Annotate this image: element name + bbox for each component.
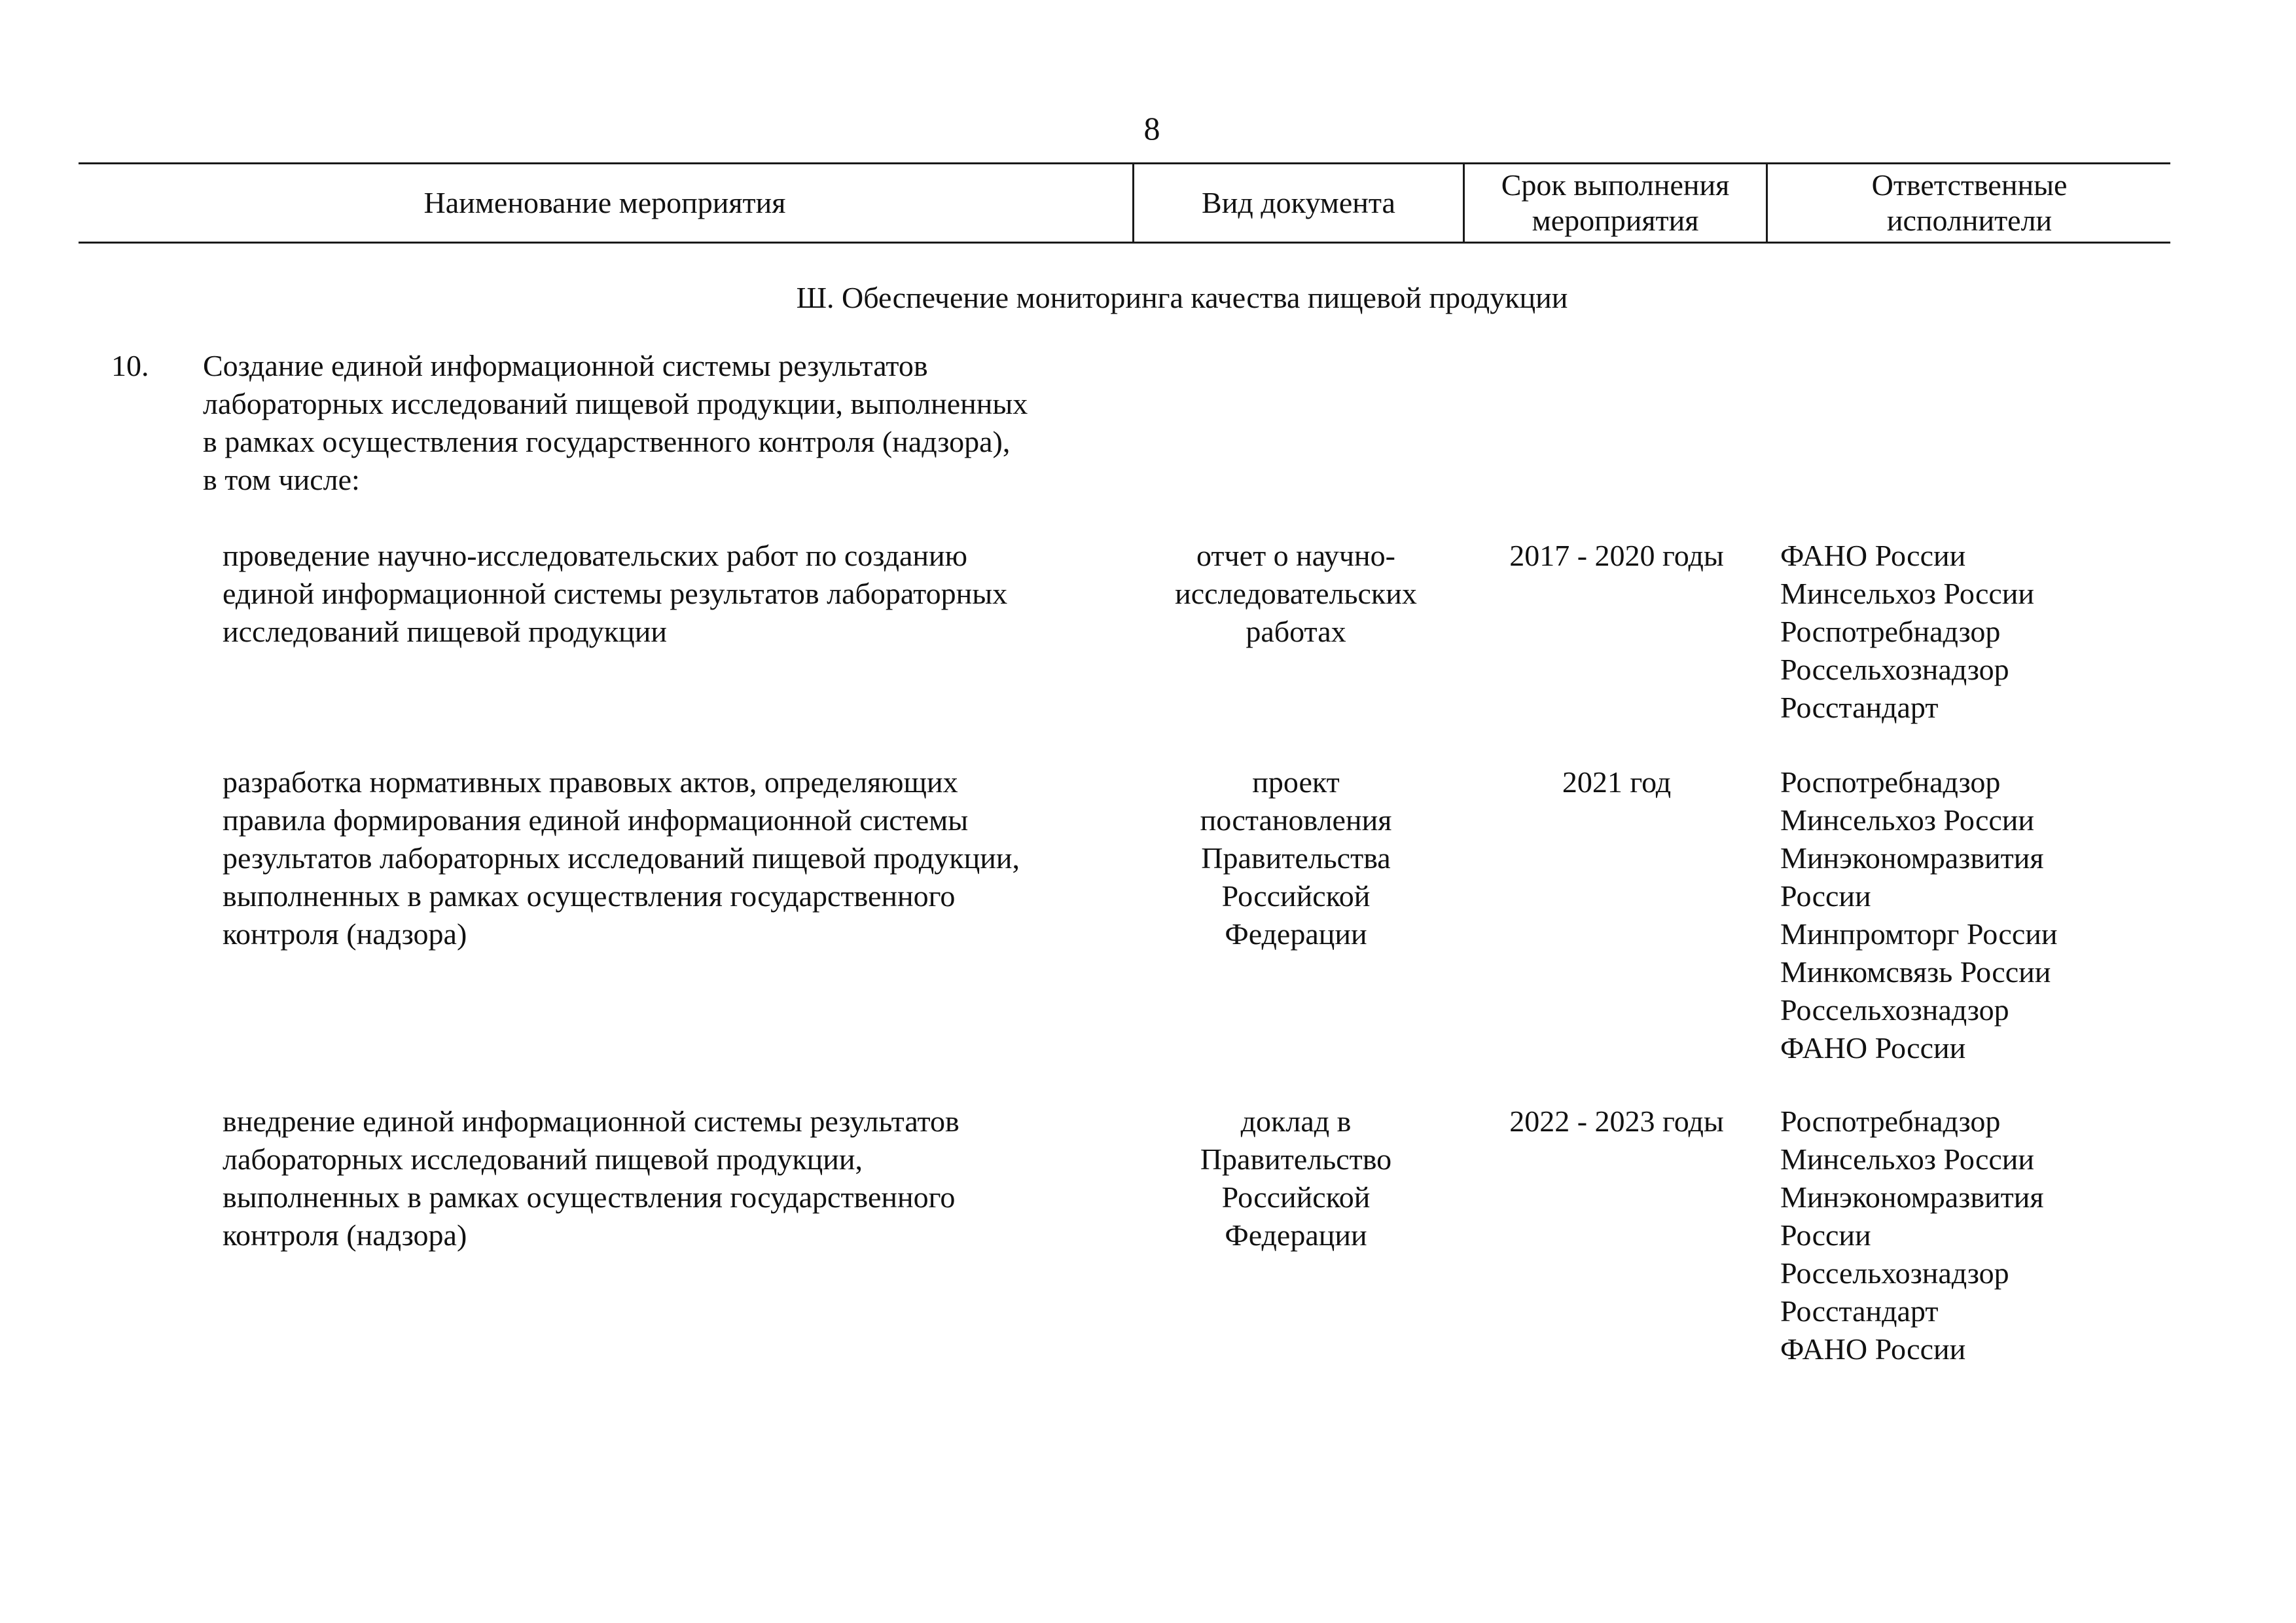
header-col-resp bbox=[1766, 164, 2171, 242]
row-term: 2017 - 2020 годы bbox=[1509, 539, 1724, 572]
header-col-doc bbox=[1132, 164, 1463, 242]
row-resp-line: Роспотребнадзор bbox=[1780, 1104, 2001, 1138]
row-name-line: правила формирования единой информационной системы bbox=[223, 803, 969, 837]
row-name-line: проведение научно-исследовательских работ по созданию bbox=[223, 539, 968, 572]
row-resp-line: Россельхознадзор bbox=[1780, 653, 2009, 686]
row-resp-line: России bbox=[1780, 1218, 1871, 1252]
row-resp bbox=[1780, 763, 2173, 1067]
row-resp-line: Минэкономразвития bbox=[1780, 1180, 2044, 1214]
row-resp bbox=[1780, 1103, 2173, 1368]
row-resp-line: Минкомсвязь России bbox=[1780, 955, 2051, 989]
row-resp-line: Россельхознадзор bbox=[1780, 993, 2009, 1027]
row-term: 2021 год bbox=[1562, 765, 1672, 799]
row-doc-line: работах bbox=[1246, 615, 1346, 648]
row-name-line: выполненных в рамках осуществления государственного bbox=[223, 879, 956, 913]
row-doc-line: Правительства bbox=[1201, 841, 1391, 875]
row-resp-line: Минэкономразвития bbox=[1780, 841, 2044, 875]
row-name-line: разработка нормативных правовых актов, определяющих bbox=[223, 765, 958, 799]
row-doc bbox=[1132, 537, 1460, 651]
row-name bbox=[223, 537, 1126, 651]
header-col-resp-line: исполнители bbox=[1886, 204, 2053, 237]
row-resp-line: Росстандарт bbox=[1780, 691, 1939, 724]
header-col-term-line: мероприятия bbox=[1532, 204, 1699, 237]
row-resp-line: ФАНО России bbox=[1780, 539, 1966, 572]
row-doc-line: доклад в bbox=[1240, 1104, 1352, 1138]
header-col-resp-line: Ответственные bbox=[1871, 168, 2068, 202]
item-title-line: в рамках осуществления государственного контроля (надзора), bbox=[203, 425, 1011, 458]
row-name-line: контроля (надзора) bbox=[223, 1218, 467, 1252]
row-doc-line: Российской bbox=[1221, 879, 1371, 913]
item-title-line: в том числе: bbox=[203, 463, 360, 496]
row-resp-line: Минпромторг России bbox=[1780, 917, 2058, 951]
row-resp-line: ФАНО России bbox=[1780, 1031, 1966, 1065]
header-col-term bbox=[1463, 164, 1766, 242]
row-doc-line: Федерации bbox=[1225, 1218, 1367, 1252]
item-number: 10. bbox=[111, 349, 149, 382]
row-resp-line: Минсельхоз России bbox=[1780, 1142, 2035, 1176]
row-name-line: лабораторных исследований пищевой продукции, bbox=[223, 1142, 863, 1176]
row-resp-line: Россельхознадзор bbox=[1780, 1256, 2009, 1290]
row-doc-line: Российской bbox=[1221, 1180, 1371, 1214]
item-title-line: Создание единой информационной системы результатов bbox=[203, 349, 928, 382]
row-resp-line: Росстандарт bbox=[1780, 1294, 1939, 1328]
row-name-line: контроля (надзора) bbox=[223, 917, 467, 951]
row-resp-line: Роспотребнадзор bbox=[1780, 765, 2001, 799]
section-title: Ш. Обеспечение мониторинга качества пищевой продукции bbox=[796, 281, 1568, 314]
row-doc-line: постановления bbox=[1200, 803, 1392, 837]
header-col-doc-label: Вид документа bbox=[1202, 186, 1395, 219]
row-name-line: внедрение единой информационной системы результатов bbox=[223, 1104, 960, 1138]
page-number: 8 bbox=[1143, 110, 1160, 147]
row-term: 2022 - 2023 годы bbox=[1509, 1104, 1724, 1138]
row-doc-line: Федерации bbox=[1225, 917, 1367, 951]
row-resp-line: России bbox=[1780, 879, 1871, 913]
row-name bbox=[223, 1103, 1126, 1254]
header-col-name bbox=[79, 164, 1131, 242]
row-name-line: единой информационной системы результатов лабораторных bbox=[223, 577, 1008, 610]
row-name-line: исследований пищевой продукции bbox=[223, 615, 667, 648]
row-doc bbox=[1132, 763, 1460, 953]
row-doc-line: исследовательских bbox=[1175, 577, 1417, 610]
row-resp-line: Минсельхоз России bbox=[1780, 803, 2035, 837]
row-resp bbox=[1780, 537, 2173, 727]
item-title bbox=[203, 347, 1119, 499]
row-name-line: результатов лабораторных исследований пищевой продукции, bbox=[223, 841, 1020, 875]
row-doc-line: отчет о научно- bbox=[1196, 539, 1395, 572]
row-resp-line: Роспотребнадзор bbox=[1780, 615, 2001, 648]
row-doc-line: проект bbox=[1252, 765, 1340, 799]
header-col-term-line: Срок выполнения bbox=[1501, 168, 1730, 202]
row-doc bbox=[1132, 1103, 1460, 1254]
row-doc-line: Правительство bbox=[1200, 1142, 1392, 1176]
row-name bbox=[223, 763, 1126, 953]
table-header bbox=[79, 162, 2170, 244]
row-resp-line: Минсельхоз России bbox=[1780, 577, 2035, 610]
row-resp-line: ФАНО России bbox=[1780, 1332, 1966, 1366]
item-title-line: лабораторных исследований пищевой продукции, выполненных bbox=[203, 387, 1028, 420]
row-name-line: выполненных в рамках осуществления государственного bbox=[223, 1180, 956, 1214]
header-col-name-label: Наименование мероприятия bbox=[423, 186, 786, 219]
